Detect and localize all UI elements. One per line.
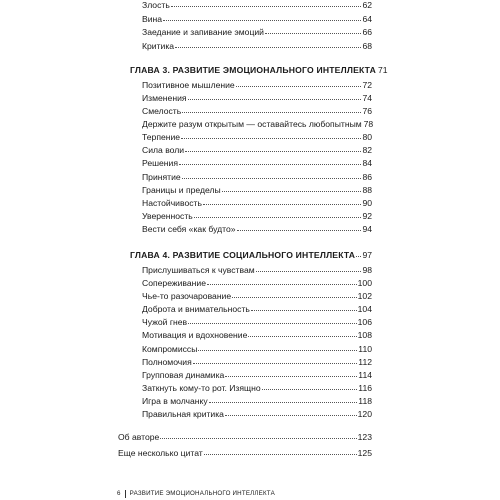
toc-entry [142,330,372,340]
toc-entry [142,370,372,380]
toc-entry-page: 76 [362,106,372,116]
toc-entry-label: Вести себя «как будто» [142,224,236,234]
leader-dots [236,85,362,87]
toc-entry-page: 110 [358,344,372,354]
toc-entry [142,27,372,37]
toc-backmatter-entry [118,432,372,442]
leader-dots [163,19,361,21]
toc-entry-label: Заткнуть кому-то рот. Изящно [142,383,261,393]
leader-dots [182,177,362,179]
running-footer [117,490,275,498]
toc-entry-page: 90 [362,198,372,208]
leader-dots [262,388,358,390]
toc-entry [142,409,372,419]
toc-entry-page: 80 [362,132,372,142]
toc-entry-page: 108 [357,330,372,340]
toc-entry-label: Держите разум открытым — оставайтесь любопытным [142,119,362,129]
toc-entry-label: Изменения [142,93,187,103]
leader-dots [171,5,362,7]
toc-entry-page: 120 [357,409,372,419]
leader-dots [204,453,357,455]
toc-entry-page: 106 [357,317,372,327]
leader-dots [175,46,361,48]
toc-entry-page: 82 [362,145,372,155]
toc-entry [142,14,372,24]
toc-entry-label: Компромиссы [142,344,198,354]
toc-entry [142,80,372,90]
leader-dots [198,349,357,351]
toc-entry-page: 123 [357,432,372,442]
toc-entry-label: Еще несколько цитат [118,448,203,458]
toc-entry-label: Вина [142,14,163,24]
toc-entry-page: 112 [358,357,372,367]
toc-backmatter-entry [118,448,372,458]
toc-entry [142,211,372,221]
leader-dots [237,229,362,231]
chapter-page: 97 [362,250,372,260]
toc-entry-label: Доброта и внимательность [142,304,250,314]
leader-dots [193,362,358,364]
toc-entry-label: Групповая динамика [142,370,225,380]
toc-entry [142,119,372,129]
leader-dots [188,322,357,324]
toc-entry-page: 78 [363,119,374,129]
leader-dots [181,137,361,139]
toc-entry [142,158,372,168]
toc-entry-page: 88 [362,185,372,195]
toc-entry-label: Решения [142,158,179,168]
leader-dots [203,203,361,205]
toc-entry [142,278,372,288]
toc-entry-page: 125 [357,448,372,458]
leader-dots [232,296,357,298]
toc-entry-label: Полномочия [142,357,192,367]
toc-entry-page: 100 [357,278,372,288]
chapter-title: ГЛАВА 3. РАЗВИТИЕ ЭМОЦИОНАЛЬНОГО ИНТЕЛЛЕКТА [130,65,376,75]
leader-dots [248,335,356,337]
toc-entry [142,172,372,182]
toc-entry-page: 66 [362,27,372,37]
leader-dots [356,255,361,257]
toc-entry-page: 86 [362,172,372,182]
leader-dots [225,414,357,416]
toc-entry [142,41,372,51]
toc-entry-label: Чужой гнев [142,317,188,327]
footer-page-number: 6 [117,490,126,498]
toc-entry-page: 84 [362,158,372,168]
toc-entry-label: Правильная критика [142,409,224,419]
leader-dots [182,111,361,113]
toc-entry [142,265,372,275]
toc-entry-page: 64 [362,14,372,24]
toc-entry-label: Чье-то разочарование [142,291,232,301]
leader-dots [265,32,361,34]
toc-entry-page: 102 [357,291,372,301]
toc-entry-page: 62 [362,0,372,10]
toc-entry [142,93,372,103]
toc-entry-page: 94 [362,224,372,234]
toc-entry-page: 74 [362,93,372,103]
toc-entry-label: Критика [142,41,175,51]
toc-entry-label: Позитивное мышление [142,80,235,90]
toc-entry-page: 104 [357,304,372,314]
toc-entry-label: Заедание и запивание эмоций [142,27,264,37]
toc-entry [142,106,372,116]
leader-dots [209,401,358,403]
toc-entry [142,132,372,142]
chapter-page: 71 [377,65,388,75]
toc-entry-page: 114 [358,370,372,380]
leader-dots [207,283,357,285]
leader-dots [188,98,362,100]
chapter-heading [130,250,372,260]
toc-entry-label: Сила воли [142,145,185,155]
leader-dots [194,216,362,218]
toc-entry [142,357,372,367]
toc-entry [142,304,372,314]
toc-entry-page: 68 [362,41,372,51]
toc-entry-label: Прислушиваться к чувствам [142,265,255,275]
toc-entry [142,383,372,393]
toc-entry-label: Мотивация и вдохновение [142,330,248,340]
leader-dots [222,190,362,192]
toc-entry-label: Уверенность [142,211,193,221]
toc-entry-label: Игра в молчанку [142,396,208,406]
toc-entry [142,344,372,354]
footer-running-title: РАЗВИТИЕ ЭМОЦИОНАЛЬНОГО ИНТЕЛЛЕКТА [129,490,275,497]
toc-entry-label: Сопереживание [142,278,207,288]
toc-entry [142,145,372,155]
toc-entry-label: Злость [142,0,170,10]
toc-entry [142,317,372,327]
toc-entry-page: 92 [362,211,372,221]
leader-dots [185,150,361,152]
leader-dots [225,375,357,377]
toc-entry [142,291,372,301]
toc-entry-page: 118 [358,396,372,406]
toc-entry [142,198,372,208]
toc-entry-label: Принятие [142,172,181,182]
leader-dots [160,437,356,439]
chapter-heading [130,65,388,75]
toc-entry [142,0,372,10]
toc-entry [142,185,372,195]
leader-dots [251,309,357,311]
leader-dots [179,163,361,165]
toc-entry-label: Настойчивость [142,198,202,208]
toc-entry [142,396,372,406]
leader-dots [256,270,362,272]
toc-entry-page: 72 [362,80,372,90]
toc-entry-label: Смелость [142,106,182,116]
toc-entry-label: Границы и пределы [142,185,221,195]
toc-entry-label: Об авторе [118,432,160,442]
toc-entry [142,224,372,234]
chapter-title: ГЛАВА 4. РАЗВИТИЕ СОЦИАЛЬНОГО ИНТЕЛЛЕКТА [130,250,356,260]
toc-entry-page: 98 [362,265,372,275]
toc-entry-page: 116 [358,383,372,393]
toc-entry-label: Терпение [142,132,181,142]
